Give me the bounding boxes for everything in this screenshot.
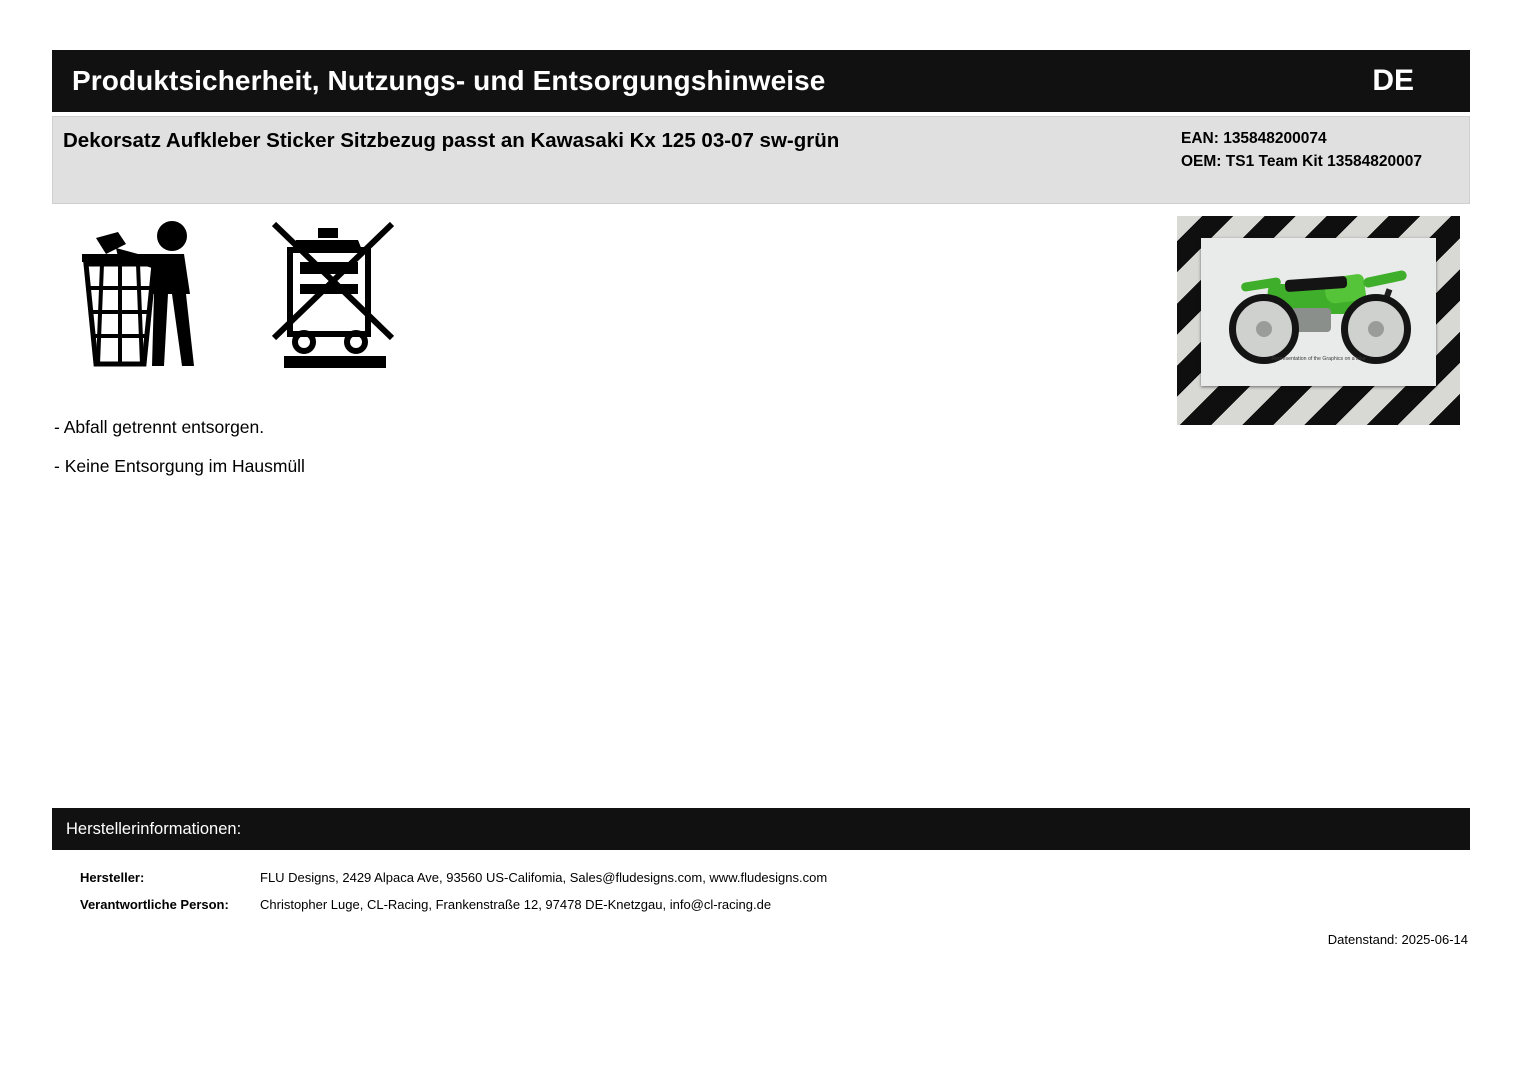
weee-crossed-out-bin-icon: [270, 218, 400, 375]
manufacturer-row: [52, 870, 1470, 885]
responsible-person-row: [52, 897, 1470, 912]
manufacturer-section-header: [52, 808, 1470, 850]
photo-caption: Representation of the Graphics on a bike: [1271, 356, 1366, 362]
throw-in-bin-icon: [82, 218, 222, 375]
product-oem: OEM: TS1 Team Kit 13584820007: [1181, 153, 1422, 170]
disposal-notes: [54, 408, 305, 486]
manufacturer-section-title: Herstellerinformationen:: [66, 819, 242, 838]
wheel-hub: [1368, 321, 1384, 337]
data-status-date: Datenstand: 2025-06-14: [1327, 932, 1468, 947]
product-info-band: [52, 116, 1470, 204]
manufacturer-label: Hersteller:: [80, 870, 145, 885]
manufacturer-rows: [52, 858, 1470, 912]
product-photo: [1177, 216, 1460, 425]
product-codes: [1181, 127, 1422, 173]
rear-wheel: [1229, 294, 1299, 364]
front-wheel: [1341, 294, 1411, 364]
disposal-note: - Keine Entsorgung im Hausmüll: [54, 456, 305, 476]
manufacturer-value: FLU Designs, 2429 Alpaca Ave, 93560 US-Califomia, Sales@fludesigns.com, www.fludesigns.com: [260, 870, 828, 885]
language-badge: DE: [1372, 64, 1414, 97]
front-fender: [1362, 270, 1407, 289]
wheel-hub: [1256, 321, 1272, 337]
page-title: Produktsicherheit, Nutzungs- und Entsorgungshinweise: [72, 65, 826, 96]
responsible-person-value: Christopher Luge, CL-Racing, Frankenstraße 12, 97478 DE-Knetzgau, info@cl-racing.de: [260, 897, 772, 912]
product-ean: EAN: 135848200074: [1181, 130, 1327, 147]
pictogram-area: [70, 218, 430, 378]
document-header: [52, 50, 1470, 112]
product-name: Dekorsatz Aufkleber Sticker Sitzbezug passt an Kawasaki Kx 125 03-07 sw-grün: [63, 129, 840, 152]
responsible-person-label: Verantwortliche Person:: [80, 897, 229, 912]
disposal-note: - Abfall getrennt entsorgen.: [54, 417, 265, 437]
photo-sticker-sheet: [1201, 238, 1436, 386]
dirtbike-illustration: [1229, 268, 1411, 354]
